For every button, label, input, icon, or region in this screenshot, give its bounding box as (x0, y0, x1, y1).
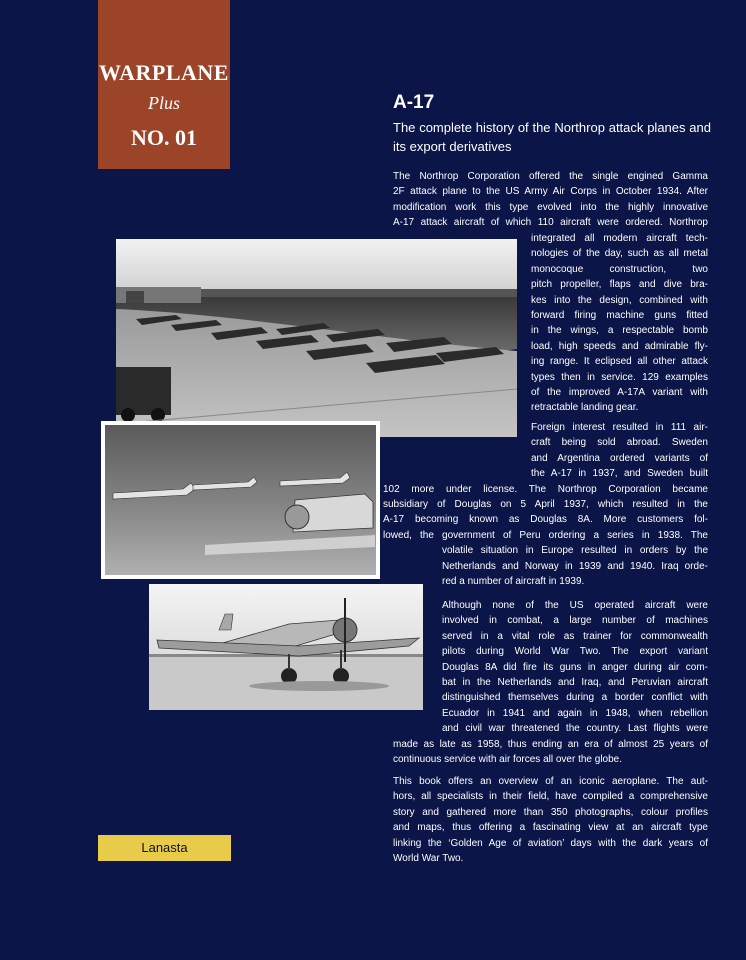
paragraph-intro-wrap (531, 231, 708, 416)
text-line: The Northrop Corporation offered the single engined Gamma (393, 171, 708, 182)
text-line: made as late as 1958, thus ending an era of almost 25 years of (393, 738, 708, 750)
paragraph-foreign-wide (383, 482, 708, 544)
publisher-label: Lanasta (98, 835, 231, 861)
text-line: Netherlands and Norway in 1939 and 1940. Iraq orde- (442, 560, 708, 572)
text-line: load, high speeds and admirable fly- (531, 340, 708, 352)
text-line: craft being sold abroad. Sweden (531, 437, 708, 449)
text-line: bat in the Netherlands and Iraq, and Peruvian aircraft (442, 677, 708, 689)
text-line: red a number of aircraft in 1939. (442, 576, 585, 587)
book-title: A-17 (393, 92, 435, 113)
series-badge (98, 0, 230, 169)
text-line: served in a vital role as trainer for commonwealth (442, 630, 708, 642)
text-line: 102 more under license. The Northrop Corporation became (383, 483, 708, 495)
text-line: monocoque construction, two (531, 263, 708, 275)
text-line: A-17 becoming known as Douglas 8A. More customers fol- (383, 514, 708, 526)
text-line: continuous service with air forces all over the globe. (393, 754, 623, 765)
text-line: retractable landing gear. (531, 402, 639, 414)
text-line: This book offers an overview of an iconic aeroplane. The aut- (393, 776, 708, 787)
series-name: WARPLANE (99, 60, 229, 85)
text-line: hors, all specialists in their field, have compiled a comprehensive (393, 791, 708, 803)
paragraph-foreign-end (442, 543, 708, 589)
paragraph-combat-end (393, 737, 708, 768)
text-line: integrated all modern aircraft tech- (531, 233, 708, 244)
photo-airfield-lineup (116, 239, 517, 437)
text-line: Douglas 8A did fire its guns in anger during air com- (442, 661, 708, 673)
paragraph-combat-wrap (442, 598, 708, 737)
text-line: volatile situation in Europe resulted in orders by the (442, 545, 708, 557)
text-line: types then in service. 129 examples (531, 371, 708, 383)
text-line: 2F attack plane to the US Army Air Corps in October 1934. After (393, 186, 708, 198)
text-line: story and gathered more than 350 photographs, colour profiles (393, 806, 708, 818)
paragraph-book-overview (393, 774, 708, 866)
text-line: pilots during World War Two. The export variant (442, 646, 708, 658)
text-line: lowed, the government of Peru ordering a series in 1938. The (383, 529, 708, 541)
text-line: in the wings, a respectable bomb (531, 325, 708, 337)
paragraph-foreign-top (531, 420, 708, 482)
text-line: Foreign interest resulted in 111 air- (531, 422, 708, 433)
text-line: kes into the design, combined with (531, 294, 708, 306)
text-line: A-17 attack aircraft of which 110 aircraft were ordered. Northrop (393, 217, 708, 229)
series-number: NO. 01 (131, 125, 197, 150)
text-line: Ecuador in 1941 and again in 1948, when rebellion (442, 707, 708, 719)
book-subtitle: The complete history of the Northrop attack planes and its export derivatives (393, 120, 711, 154)
text-line: and civil war threatened the country. Last flights were (442, 723, 708, 735)
text-line: subsidiary of Douglas on 5 April 1937, which resulted in the (383, 499, 708, 510)
text-line: distinguished themselves during a border conflict with (442, 692, 708, 704)
text-line: linking the ‘Golden Age of aviation’ days with the dark years of (393, 837, 708, 849)
paragraph-intro-top (393, 169, 708, 231)
text-line: modification work this type evolved into the highly innovative (393, 201, 708, 213)
photo-formation-flight (101, 421, 380, 579)
text-line: and Argentina ordered variants of (531, 452, 708, 464)
series-subname: Plus (147, 93, 180, 113)
text-line: and maps, thus offering a fascinating view at an aircraft type (393, 822, 708, 834)
text-line: Although none of the US operated aircraft were (442, 600, 708, 611)
text-line: pitch propeller, flaps and dive bra- (531, 279, 708, 291)
text-line: forward firing machine guns fitted (531, 310, 708, 322)
photo-aircraft-ground (149, 584, 423, 710)
text-line: involved in combat, a large number of machines (442, 615, 708, 627)
text-line: the A-17 in 1937, and Sweden built (531, 468, 708, 480)
text-line: nologies of the day, such as all metal (531, 248, 708, 260)
text-line: of the improved A-17A variant with (531, 387, 708, 399)
text-line: World War Two. (393, 853, 464, 865)
text-line: ing range. It eclipsed all other attack (531, 356, 708, 368)
